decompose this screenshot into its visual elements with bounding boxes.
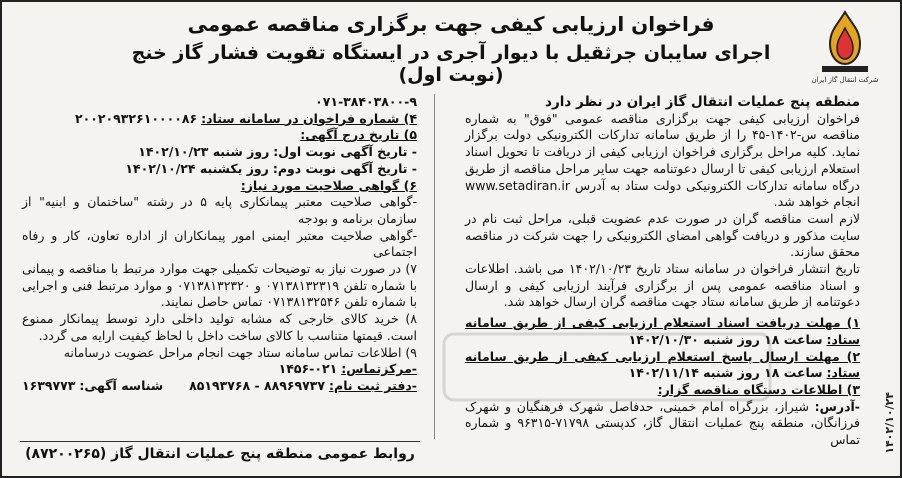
publication-paragraph: تاریخ انتشار فراخوان در سامانه ستاد تاریخ ۱۴۰۲/۱۰/۲۳ می باشد. اطلاعات و اسناد مناقصه عمومی پس از برگزاری فرآیند ارزیابی کیفی و ارسال دعوتنامه از طریق سامانه ستاد جهت مناقصه گران ارسال خواهد شد.: [465, 261, 860, 310]
right-heading: منطقه پنج عملیات انتقال گاز ایران در نظر دارد: [545, 94, 860, 110]
side-date-code: ۱۴۰۲/۱۰/۲۴: [883, 392, 896, 454]
clarification-item: ۷) در صورت نیاز به توضیحات تکمیلی جهت موارد مرتبط با مناقصه و پیمانی با شماره تلفن ۰۷۱۳۸۱۳۲۳۱۹ و ۰۷۱۳۸۱۳۲۳۲۰ و موارد مرتبط فنی و اجرایی با شماره تلفن ۰۷۱۳۸۱۳۲۵۴۶ تماس حاصل نمایند.: [22, 261, 418, 310]
intro-paragraph: فراخوان ارزیابی کیفی جهت برگزاری مناقصه عمومی "فوق" به شماره مناقصه س-۱۴۰۲-۴۵ را از طریق سامانه تدارکات الکترونیکی دولت برگزار نماید. کلیه مراحل برگزاری فراخوان ارزیابی کیفی از دریافت تا تحویل اسناد استعلام ارزیابی کیفی تا ارسال دعوتنامه جهت سایر مراحل مناقصه از طریق درگاه سامانه تدارکات الکترونیکی دولت ستاد به آدرس www.setadiran.ir انجام خواهد شد.: [465, 110, 860, 210]
footer: روابط عمومی منطقه پنج عملیات انتقال گاز (۸۷۲۰۰۲۶۵): [20, 441, 420, 466]
first-ad-date-value: روز شنبه ۱۴۰۲/۱۰/۲۳: [138, 144, 270, 160]
qualification-line-2: -گواهی صلاحیت معتبر ایمنی امور پیمانکاران از اداره تعاون، کار و رفاه اجتماعی: [22, 227, 417, 260]
setad-contact-item: ۹) اطلاعات تماس سامانه ستاد جهت انجام مراحل عضویت درسامانه: [63, 344, 417, 360]
deadline-receive-value: ساعت ۱۸ روز شنبه ۱۴۰۲/۱۰/۳۰: [628, 331, 823, 347]
column-divider: [434, 94, 435, 439]
registration-paragraph: لازم است مناقصه گران در صورت عدم عضویت قبلی، مراحل ثبت نام در سایت مذکور و دریافت گواهی امضای الکترونیکی را جهت شرکت در مناقصه محقق سازند.: [465, 210, 860, 260]
header: [12, 6, 890, 86]
registration-office-label: -دفتر ثبت نام:: [329, 377, 417, 393]
title-line-1: فراخوان ارزیابی کیفی جهت برگزاری مناقصه عمومی: [187, 12, 715, 36]
logo-caption: شرکت انتقال گاز ایران: [811, 76, 879, 84]
ad-id-label: شناسه آگهی:: [79, 377, 164, 393]
tender-number-value: ۲۰۰۲۰۹۳۲۶۱۰۰۰۰۸۶: [75, 110, 198, 126]
foreign-goods-item: ۸) خرید کالای خارجی که مشابه تولید داخلی دارد توسط پیمانکار ممنوع است. قیمتها متناسب با کالای ساخت داخل با لحاظ کیفیت ارایه می گردد.: [22, 311, 417, 343]
phone-line: ۰۷۱-۳۸۴۰۳۸۰۰-۹: [315, 94, 417, 109]
address-value: شیراز، بزرگراه امام خمینی، حدفاصل شهرک فرهنگیان و شهرک فرزانگان، منطقه پنج عملیات انتقال گاز، کدپستی ۷۱۷۹۸-۹۶۳۱۵ و شماره تماس: [465, 398, 860, 448]
contact-center-value: ۰۲۱-۱۴۵۶: [278, 361, 338, 377]
watermark-stamp: [442, 332, 772, 402]
ad-id-value: ۱۶۳۹۷۷۳: [22, 377, 76, 393]
qualification-line-1: -گواهی صلاحیت معتبر پیمانکاری پایه ۵ در رشته "ساختمان و ابنیه" از سازمان برنامه و بودجه: [22, 194, 417, 226]
first-ad-date-label: - تاریخ آگهی نوبت اول:: [273, 144, 417, 160]
publication-date-label: ۵) تاریخ درج آگهی:: [300, 127, 417, 143]
qualification-label: ۶) گواهی صلاحیت مورد نیاز:: [240, 177, 417, 193]
second-ad-date-label: - تاریخ آگهی نوبت دوم:: [272, 160, 417, 176]
tenderer-info-label: ۳) اطلاعات دستگاه مناقصه گزار:: [657, 381, 860, 397]
registration-office-value: ۸۸۹۶۹۷۳۷ - ۸۵۱۹۳۷۶۸: [189, 377, 326, 393]
flame-logo-icon: [810, 8, 880, 86]
deadline-response-value: ساعت ۱۸ روز شنبه ۱۴۰۲/۱۱/۱۴: [628, 365, 823, 381]
second-ad-date-value: روز یکشنبه ۱۴۰۲/۱۰/۲۴: [125, 160, 269, 176]
contact-center-label: -مرکزتماس:: [341, 361, 417, 377]
deadline-receive-label: ۱) مهلت دریافت اسناد استعلام ارزیابی کیفی از طریق سامانه ستاد:: [465, 315, 860, 347]
tender-number-label: ۴) شماره فراخوان در سامانه ستاد:: [201, 110, 417, 126]
deadline-response-label: ۲) مهلت ارسال پاسخ استعلام ارزیابی کیفی از طریق سامانه ستاد:: [465, 348, 860, 381]
title-line-2: اجرای سایبان جرثقیل با دیوار آجری در ایستگاه تقویت فشار گاز خنج (نوبت اول): [131, 42, 771, 86]
left-column: [22, 94, 417, 395]
address-label: -آدرس:: [814, 398, 860, 414]
